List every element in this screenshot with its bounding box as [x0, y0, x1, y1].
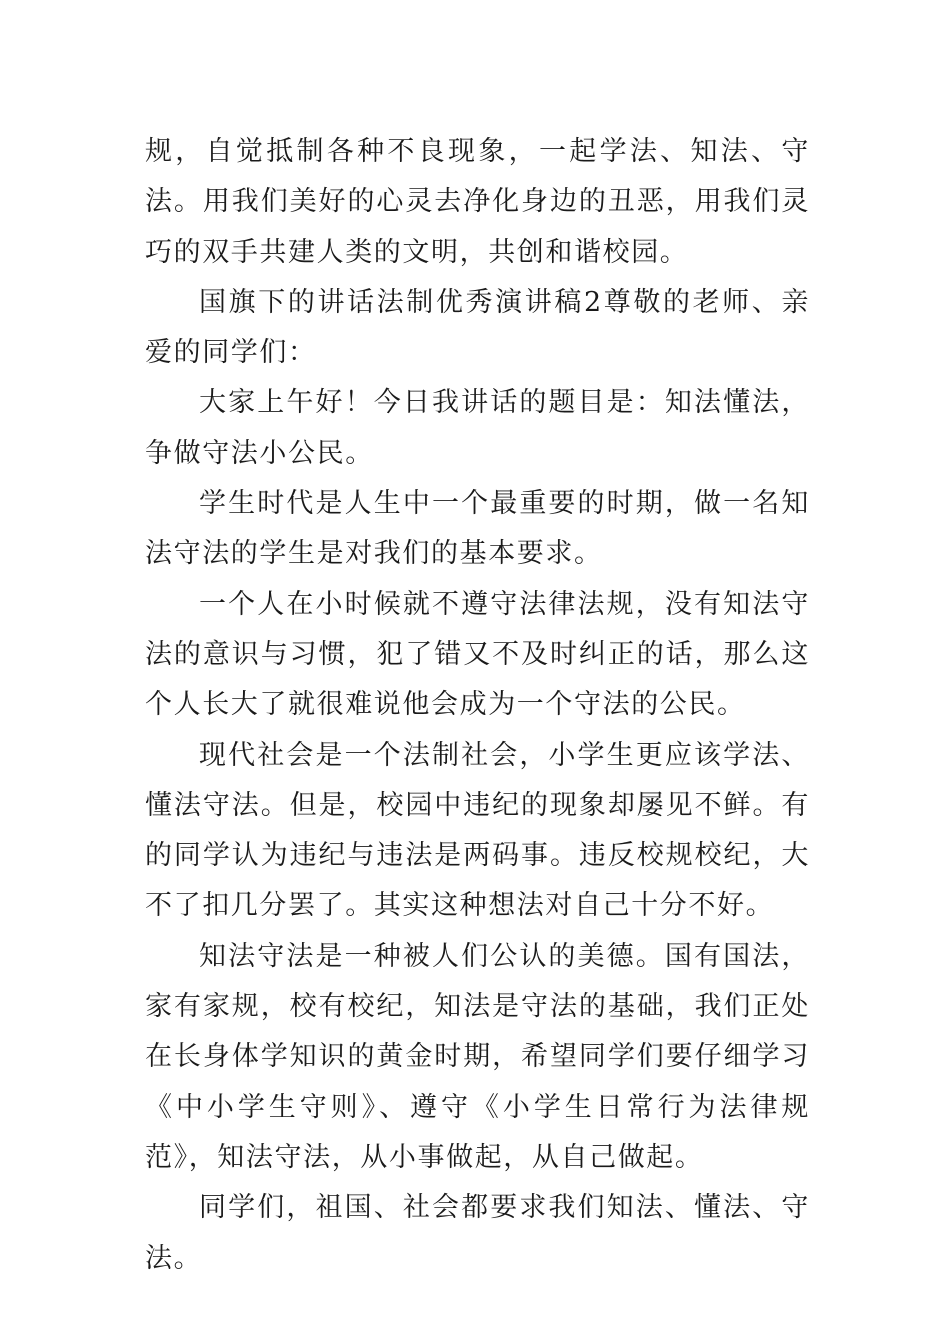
paragraph: 知法守法是一种被人们公认的美德。国有国法，家有家规，校有校纪，知法是守法的基础，我们正处在长身体学知识的黄金时期，希望同学们要仔细学习《中小学生守则》、遵守《小学生日常行为法律规范》，知法守法，从小事做起，从自己做起。 [145, 940, 810, 1173]
paragraph: 一个人在小时候就不遵守法律法规，没有知法守法的意识与习惯，犯了错又不及时纠正的话，那么这个人长大了就很难说他会成为一个守法的公民。 [145, 588, 810, 721]
paragraph-greeting: 大家上午好！今日我讲话的题目是：知法懂法，争做守法小公民。 [145, 387, 810, 469]
paragraph-continued: 规，自觉抵制各种不良现象，一起学法、知法、守法。用我们美好的心灵去净化身边的丑恶，用我们灵巧的双手共建人类的文明，共创和谐校园。 [145, 136, 810, 268]
paragraph-speech-title: 国旗下的讲话法制优秀演讲稿2尊敬的老师、亲爱的同学们： [145, 286, 810, 369]
paragraph: 同学们，祖国、社会都要求我们知法、懂法、守法。 [145, 1192, 810, 1274]
document-body [145, 127, 810, 1284]
paragraph: 学生时代是人生中一个最重要的时期，做一名知法守法的学生是对我们的基本要求。 [145, 488, 810, 570]
paragraph: 现代社会是一个法制社会，小学生更应该学法、懂法守法。但是，校园中违纪的现象却屡见不鲜。有的同学认为违纪与违法是两码事。违反校规校纪，大不了扣几分罢了。其实这种想法对自己十分不好。 [145, 739, 810, 922]
